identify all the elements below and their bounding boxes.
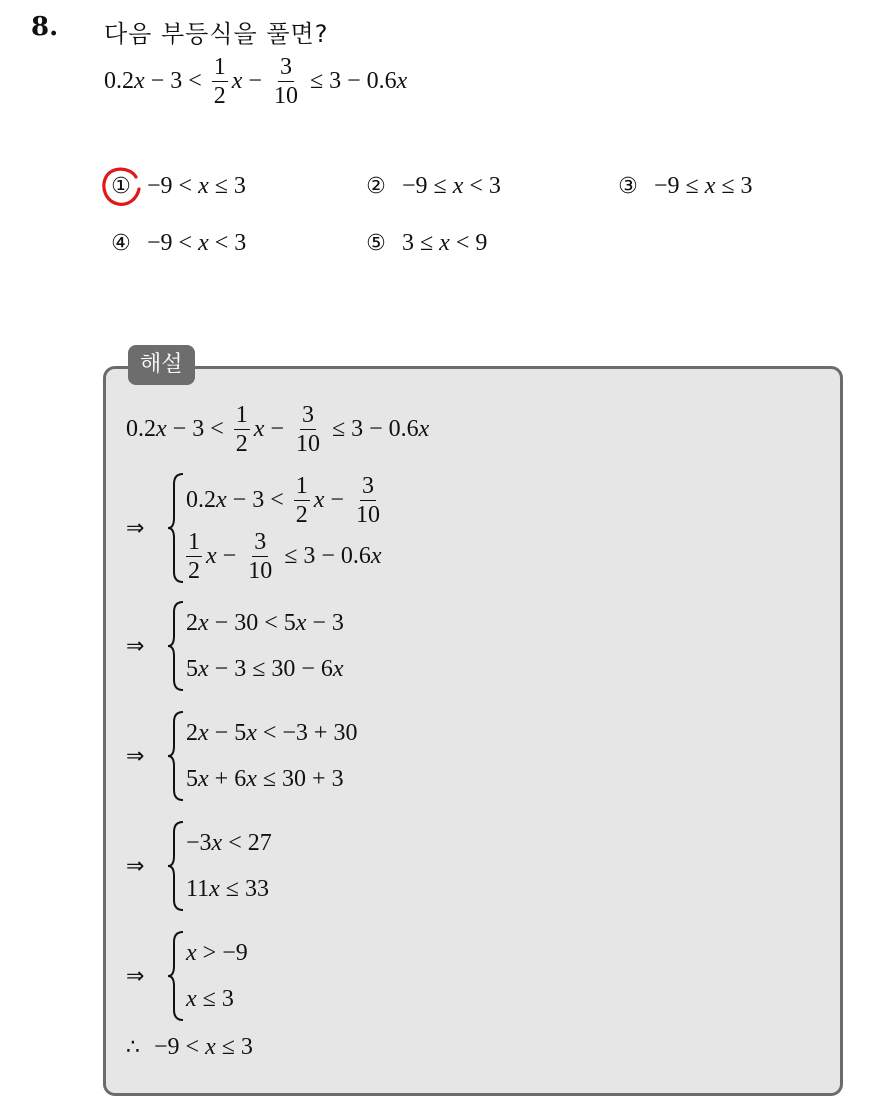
solution-step-1: 0.2 x − 3 < $\frac{1}{2}$ x − $\frac{3}{10}$ ≤ 3 − 0.6 x (126, 402, 430, 457)
question-text: 다음 부등식을 풀면? (104, 20, 329, 48)
solution-conclusion: ∴ −9 < x ≤ 3 (126, 1034, 253, 1060)
choice-3[interactable]: ③ −9 ≤ x ≤ 3 (618, 173, 753, 199)
solution-step-4: ⇒ 2 x − 5 x < −3 + 30 5 x + 6 x ≤ 30 + 3 (126, 710, 357, 802)
choice-4[interactable]: ④ −9 < x < 3 (111, 230, 247, 256)
question-number: 8. (31, 12, 59, 42)
brace-icon (166, 472, 186, 584)
brace-icon (166, 930, 186, 1022)
choice-2[interactable]: ② −9 ≤ x < 3 (366, 173, 501, 199)
brace-icon (166, 820, 186, 912)
solution-step-2: ⇒ 0.2 x − 3 < $\frac{1}{2}$ x − $\frac{3}{10}$ $\frac{1}{2}$ x − $\frac{3}{10}$ ≤ 3 − 0.6 x (126, 472, 382, 584)
solution-tag: 해설 (128, 345, 195, 385)
selected-answer-circle-icon (100, 165, 142, 207)
brace-icon (166, 710, 186, 802)
solution-step-6: ⇒ x > −9 x ≤ 3 (126, 930, 248, 1022)
solution-step-5: ⇒ −3 x < 27 11 x ≤ 33 (126, 820, 272, 912)
choice-1[interactable]: ① −9 < x ≤ 3 (111, 173, 246, 199)
therefore-icon: ∴ (126, 1035, 140, 1060)
solution-step-3: ⇒ 2 x − 30 < 5 x − 3 5 x − 3 ≤ 30 − 6 x (126, 600, 344, 692)
question-equation: 0.2 x − 3 < $\frac{1}{2}$ x − $\frac{3}{10}$ ≤ 3 − 0.6 x (104, 54, 408, 109)
brace-icon (166, 600, 186, 692)
choice-5[interactable]: ⑤ 3 ≤ x < 9 (366, 230, 488, 256)
